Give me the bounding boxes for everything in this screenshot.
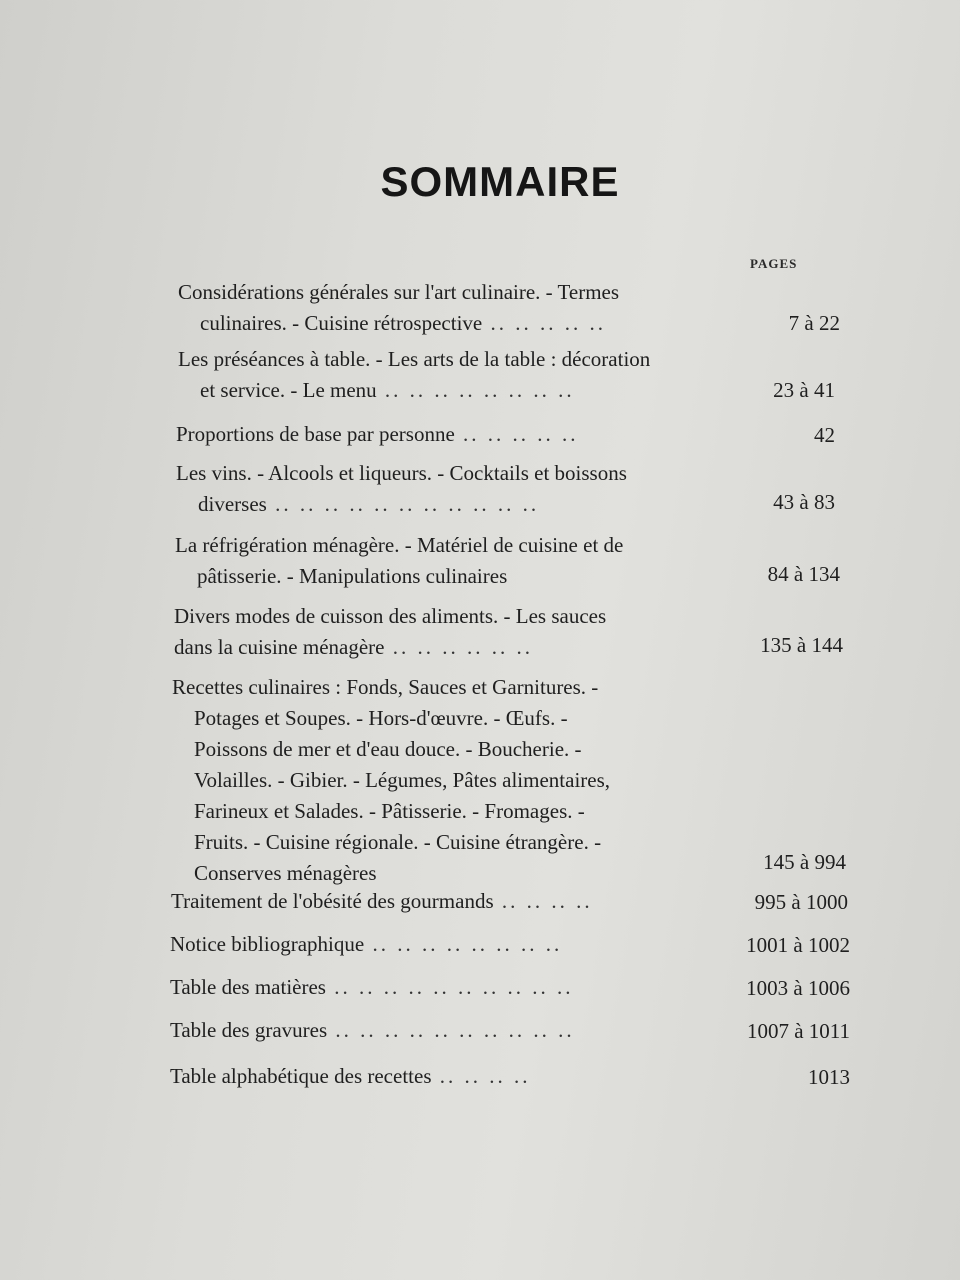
toc-entry-pages: 23 à 41 (773, 378, 835, 402)
toc-entry-line: Table des matières (170, 975, 326, 999)
toc-entry (176, 458, 627, 520)
toc-entry-line: Volailles. - Gibier. - Légumes, Pâtes alimentaires, (194, 768, 611, 792)
toc-entry-pages: 1003 à 1006 (746, 976, 850, 1000)
toc-entry-line: Traitement de l'obésité des gourmands (171, 889, 494, 913)
toc-entry-line: Conserves ménagères (194, 861, 377, 885)
toc-entry (178, 344, 650, 406)
toc-entry-line: Divers modes de cuisson des aliments. - Les sauces (174, 604, 607, 628)
page-title: SOMMAIRE (380, 158, 620, 205)
toc-entry-line: pâtisserie. - Manipulations culinaires (197, 564, 508, 588)
toc-entry (175, 530, 623, 592)
toc-entry-pages: 135 à 144 (760, 633, 843, 657)
toc-entry-pages: 7 à 22 (788, 311, 840, 335)
leader-dots: .. .. .. .. .. (482, 311, 606, 335)
toc-entry (170, 972, 573, 1003)
toc-entry-pages: 1001 à 1002 (746, 933, 850, 957)
leader-dots: .. .. .. .. .. .. .. .. .. .. .. (266, 492, 540, 516)
toc-entry-line: Les préséances à table. - Les arts de la table : décoration (178, 347, 651, 371)
toc-entry-line: Fruits. - Cuisine régionale. - Cuisine étrangère. - (194, 830, 602, 854)
leader-dots: .. .. .. .. (431, 1064, 531, 1088)
toc-entry (174, 601, 606, 663)
leader-dots: .. .. .. .. (493, 889, 593, 913)
pages-column-header: PAGES (750, 256, 798, 271)
leader-dots: .. .. .. .. .. .. .. .. (376, 378, 575, 402)
toc-entry (176, 419, 579, 450)
toc-entry (170, 1015, 575, 1046)
toc-entry-line: Considérations générales sur l'art culinaire. - Termes (178, 280, 620, 304)
toc-entry-line: diverses (198, 492, 267, 516)
toc-entry-pages: 43 à 83 (773, 490, 835, 514)
toc-entry-line: dans la cuisine ménagère (174, 635, 385, 659)
toc-entry-line: culinaires. - Cuisine rétrospective (200, 311, 483, 335)
toc-entry-line: Les vins. - Alcools et liqueurs. - Cocktails et boissons (176, 461, 627, 485)
toc-entry (170, 929, 562, 960)
toc-entry (172, 672, 610, 889)
leader-dots: .. .. .. .. .. .. .. .. .. .. (327, 1018, 575, 1042)
toc-entry (170, 1061, 531, 1092)
toc-entry-pages: 84 à 134 (767, 562, 840, 586)
toc-entry-line: Table alphabétique des recettes (170, 1064, 432, 1088)
toc-entry-line: Notice bibliographique (170, 932, 365, 956)
leader-dots: .. .. .. .. .. .. .. .. (364, 932, 563, 956)
toc-entry-pages: 145 à 994 (763, 850, 846, 874)
leader-dots: .. .. .. .. .. (454, 422, 579, 446)
toc-entry-line: et service. - Le menu (200, 378, 377, 402)
leader-dots: .. .. .. .. .. .. .. .. .. .. (325, 975, 574, 999)
toc-entry-line: Table des gravures (170, 1018, 328, 1042)
toc-entry-pages: 1013 (808, 1065, 850, 1089)
toc-entry-line: Farineux et Salades. - Pâtisserie. - Fromages. - (194, 799, 585, 823)
toc-entry-line: Recettes culinaires : Fonds, Sauces et Garnitures. - (172, 675, 599, 699)
toc-entry-line: La réfrigération ménagère. - Matériel de cuisine et de (175, 533, 624, 557)
toc-entry-pages: 1007 à 1011 (746, 1019, 850, 1043)
toc-entry-line: Potages et Soupes. - Hors-d'œuvre. - Œufs. - (194, 706, 568, 730)
toc-entry-line: Poissons de mer et d'eau douce. - Boucherie. - (194, 737, 582, 761)
toc-entry-line: Proportions de base par personne (176, 422, 455, 446)
toc-entry-pages: 995 à 1000 (754, 890, 848, 914)
toc-entry (178, 277, 619, 339)
leader-dots: .. .. .. .. .. .. (384, 635, 533, 659)
toc-entry-pages: 42 (814, 423, 835, 447)
toc-entry (171, 886, 593, 917)
